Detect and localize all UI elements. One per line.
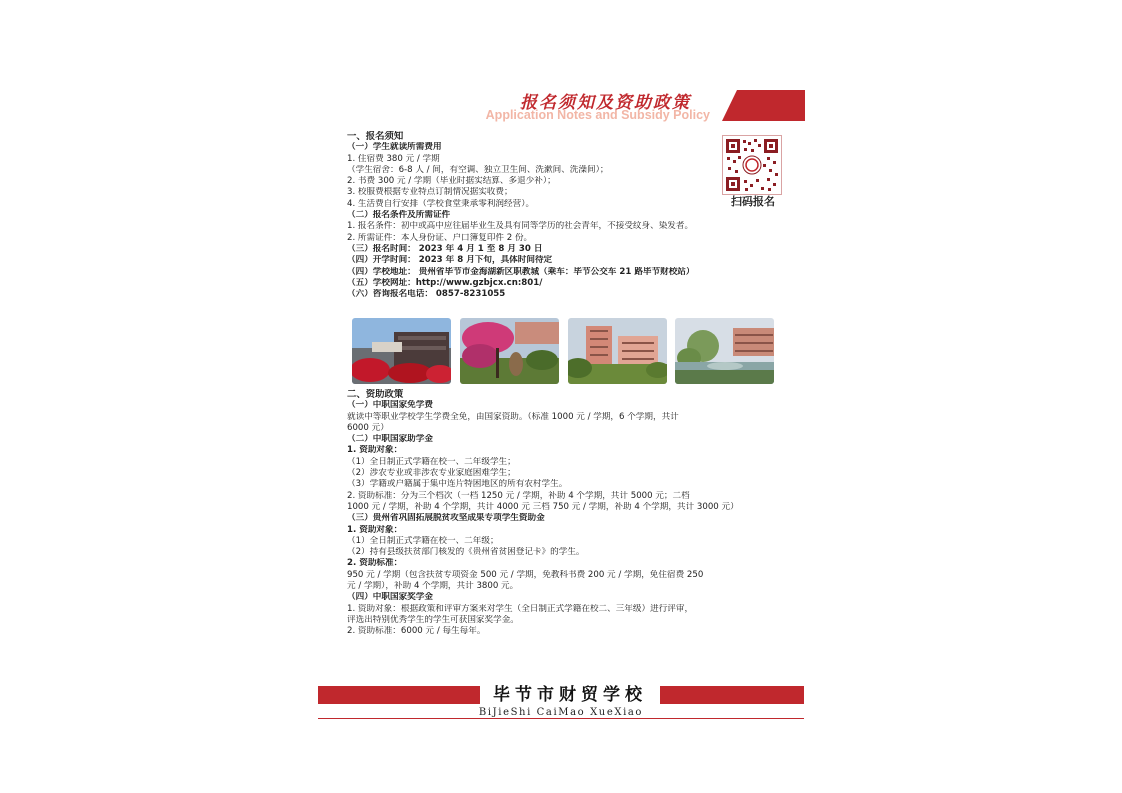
campus-photo-dormitories (568, 318, 667, 384)
text-line: 元 / 学期），补助 4 个学期，共计 3800 元。 (347, 581, 519, 592)
text-line: 2. 所需证件：本人身份证、户口簿复印件 2 份。 (347, 232, 533, 243)
text-line: 950 元 / 学期（包含扶贫专项资金 500 元 / 学期，免教科书费 200 元 / 学期，免住宿费 250 (347, 569, 704, 580)
text-line: 1. 资助对象：根据政策和评审方案来对学生（全日制正式学籍在校二、三年级）进行评审， (347, 603, 694, 614)
subheading: 1. 资助对象： (347, 524, 403, 535)
section-application-notes (347, 131, 787, 300)
text-line: 3. 校服费根据专业特点订制情况据实收费； (347, 187, 513, 198)
text-line: 2. 书费 300 元 / 学期（毕业时据实结算、多退少补）； (347, 176, 556, 187)
campus-photos (352, 318, 774, 384)
campus-photo-garden-statue (460, 318, 559, 384)
subheading: （二）中职国家助学金 (347, 434, 433, 445)
subheading: （一）中职国家免学费 (347, 400, 433, 411)
subheading: 1. 资助对象： (347, 445, 403, 456)
text-line: （2）持有县级扶贫部门核发的《贵州省贫困登记卡》的学生。 (347, 547, 585, 558)
section-heading: 一、报名须知 (347, 131, 404, 142)
text-line: （1）全日制正式学籍在校一、二年级； (347, 535, 499, 546)
text-line: 评选出特别优秀学生的学生可获国家奖学金。 (347, 614, 519, 625)
text-line: （1）全日制正式学籍在校一、二年级学生； (347, 456, 516, 467)
text-line: 1000 元 / 学期，补助 4 个学期，共计 4000 元 三档 750 元 / 学期，补助 4 个学期，共计 3000 元） (347, 501, 739, 512)
school-name-pinyin: BiJieShi CaiMao XueXiao (478, 707, 644, 718)
text-line: 6000 元） (347, 422, 389, 433)
campus-photo-building-red-trees (352, 318, 451, 384)
text-line: 1. 报名条件：初中或高中应往届毕业生及具有同等学历的社会青年，不接受纹身、染发者。 (347, 221, 694, 232)
section-subsidy-policy (347, 389, 787, 638)
subheading: （四）开学时间： 2023 年 8 月下旬，具体时间待定 (347, 255, 553, 266)
qr-caption: 扫码报名 (731, 195, 775, 208)
subheading: （一）学生就读所需费用 (347, 142, 442, 153)
page-title: 报名须知及资助政策 (520, 93, 691, 113)
text-line: （2）涉农专业或非涉农专业家庭困难学生； (347, 468, 516, 479)
subheading: （四）学校地址： 贵州省毕节市金海湖新区职教城（乘车：毕节公交车 21 路毕节财校站） (347, 266, 695, 277)
subheading: （六）咨询报名电话： 0857-8231055 (347, 289, 506, 300)
subheading: （四）中职国家奖学金 (347, 592, 433, 603)
school-name: 毕节市财贸学校 (480, 683, 660, 707)
text-line: （学生宿舍：6-8 人 / 间，有空调、独立卫生间、洗漱间、洗澡间）； (347, 164, 609, 175)
text-line: 1. 住宿费 380 元 / 学期 (347, 153, 440, 164)
subheading: （二）报名条件及所需证件 (347, 210, 451, 221)
text-line: 2. 资助标准：6000 元 / 每生每年。 (347, 626, 486, 637)
text-line: 2. 资助标准：分为三个档次（一档 1250 元 / 学期，补助 4 个学期，共计 5000 元；二档 (347, 490, 690, 501)
header-red-banner (722, 90, 805, 121)
page-subtitle: Application Notes and Subsidy Policy (485, 108, 710, 122)
text-line: 4. 生活费自行安排（学校食堂秉承零利润经营）。 (347, 198, 535, 209)
campus-photo-lakeside (675, 318, 774, 384)
text-line: （3）学籍或户籍属于集中连片特困地区的所有农村学生。 (347, 479, 568, 490)
section-heading: 二、资助政策 (347, 389, 404, 400)
subheading: 2. 资助标准： (347, 558, 403, 569)
subheading: （三）报名时间： 2023 年 4 月 1 至 8 月 30 日 (347, 243, 543, 254)
footer-divider (318, 718, 804, 719)
text-line: 就读中等职业学校学生学费全免，由国家资助。（标准 1000 元 / 学期，6 个学期，共计 (347, 411, 679, 422)
subheading: （三）贵州省巩固拓展脱贫攻坚成果专项学生资助金 (347, 513, 545, 524)
subheading: （五）学校网址：http://www.gzbjcx.cn:801/ (347, 277, 543, 288)
